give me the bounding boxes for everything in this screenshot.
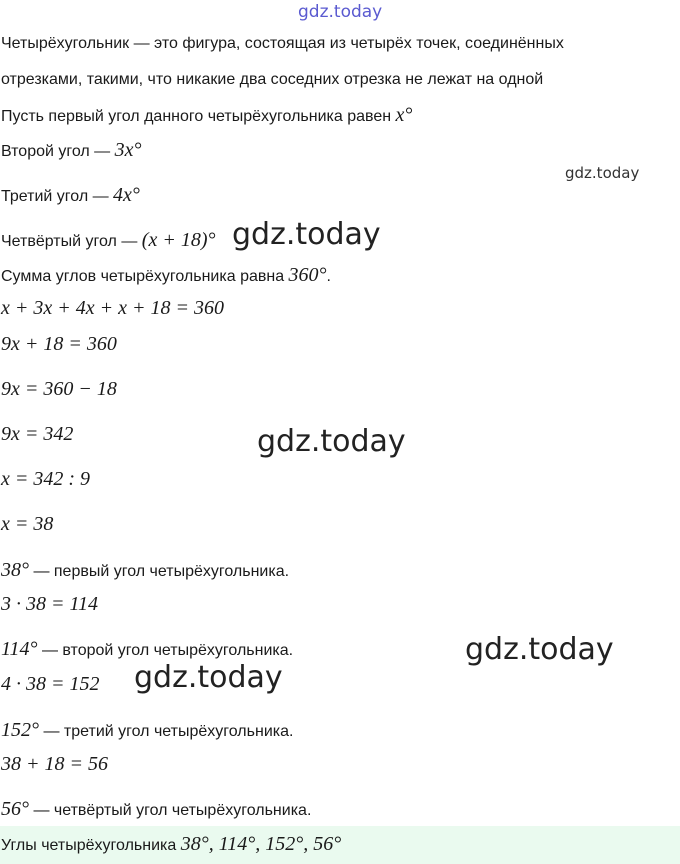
equation-2: 9x + 18 = 360 (1, 333, 117, 355)
result-fourth-angle (1, 798, 311, 822)
sum-line (1, 264, 331, 288)
watermark-big-3: gdz.today (465, 632, 614, 667)
equation-1: x + 3x + 4x + x + 18 = 360 (1, 297, 224, 319)
equation-7: 3 · 38 = 114 (1, 593, 99, 615)
equation-4: 9x = 342 (1, 423, 74, 445)
math: x° (395, 104, 413, 126)
result-first-angle (1, 559, 289, 583)
second-angle-line (1, 139, 142, 163)
watermark-small: gdz.today (565, 164, 640, 182)
text: — третий угол четырёхугольника. (39, 723, 294, 740)
watermark-big-4: gdz.today (134, 660, 283, 695)
math: 114° (1, 638, 38, 660)
math: 38°, 114°, 152°, 56° (180, 833, 342, 855)
text: Второй угол — (1, 143, 115, 160)
watermark-top: gdz.today (298, 2, 383, 22)
math: 152° (1, 719, 39, 741)
answer-line (1, 832, 341, 858)
math: (x + 18)° (141, 229, 216, 251)
math: 56° (1, 798, 29, 820)
result-second-angle (1, 638, 293, 662)
definition-line-1: Четырёхугольник — это фигура, состоящая из четырёх точек, соединённых (1, 35, 564, 52)
equation-5: x = 342 : 9 (1, 468, 91, 490)
definition-line-2: отрезками, такими, что никакие два соседних отрезка не лежат на одной (1, 71, 544, 88)
math: 360° (288, 264, 327, 286)
text: — второй угол четырёхугольника. (37, 642, 294, 659)
text: Третий угол — (1, 188, 114, 205)
text: . (326, 268, 331, 285)
watermark-big-1: gdz.today (232, 217, 381, 252)
text: Сумма углов четырёхугольника равна (1, 268, 289, 285)
math: 38° (1, 559, 29, 581)
result-third-angle (1, 719, 293, 743)
equation-8: 4 · 38 = 152 (1, 673, 100, 695)
equation-9: 38 + 18 = 56 (1, 753, 108, 775)
first-angle-line (1, 104, 412, 128)
fourth-angle-line (1, 229, 215, 253)
text: — первый угол четырёхугольника. (29, 563, 290, 580)
text: Четвёртый угол — (1, 233, 142, 250)
math: 3x° (114, 139, 142, 161)
math: 4x° (113, 184, 140, 206)
text: Углы четырёхугольника (1, 837, 181, 854)
text: — четвёртый угол четырёхугольника. (29, 802, 312, 819)
third-angle-line (1, 184, 140, 208)
equation-6: x = 38 (1, 513, 54, 535)
text: Пусть первый угол данного четырёхугольника равен (1, 108, 396, 125)
equation-3: 9x = 360 − 18 (1, 378, 117, 400)
watermark-big-2: gdz.today (257, 424, 406, 459)
